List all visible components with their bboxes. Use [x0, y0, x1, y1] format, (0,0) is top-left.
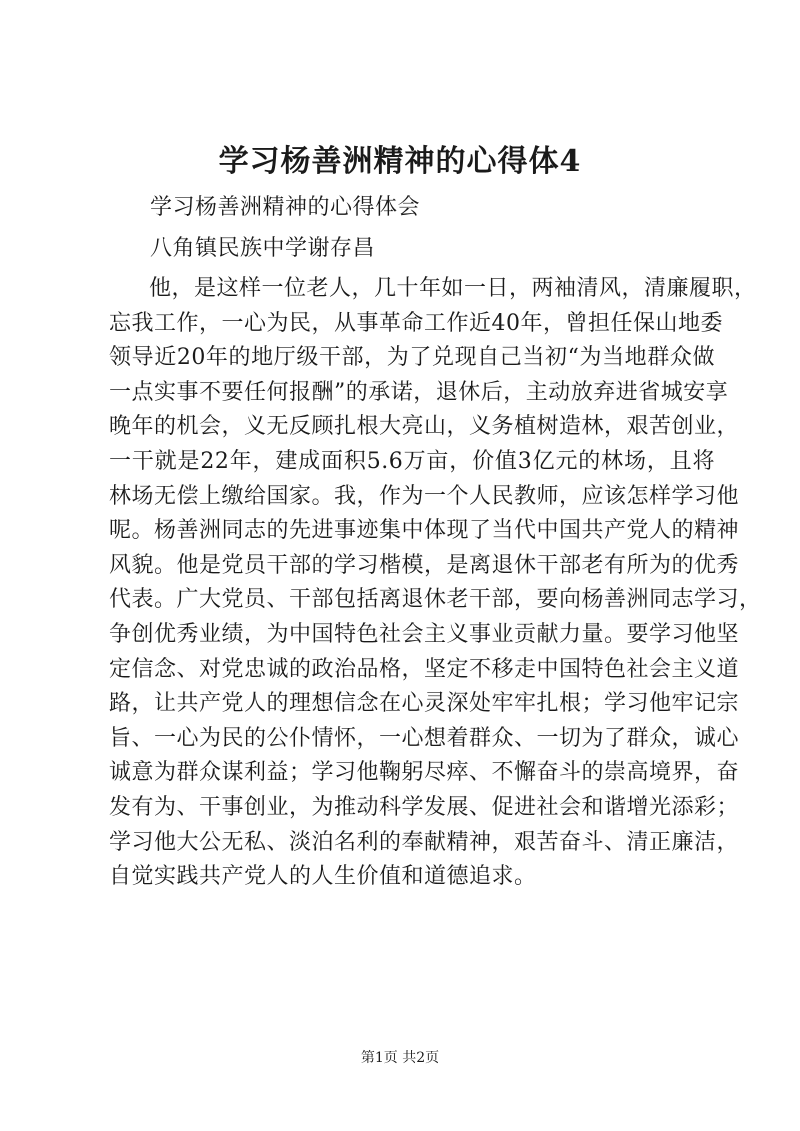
body-line: 一点实事不要任何报酬”的承诺，退休后，主动放弃进省城安享: [109, 379, 729, 405]
body-line: 旨、一心为民的公仆情怀，一心想着群众、一切为了群众，诚心: [109, 725, 740, 751]
body-line: 路，让共产党人的理想信念在心灵深处牢牢扎根；学习他牢记宗: [109, 691, 740, 717]
body-line: 一干就是22年，建成面积5.6万亩，价值3亿元的林场，且将: [109, 448, 715, 474]
body-line: 自觉实践共产党人的人生价值和道德追求。: [109, 864, 537, 890]
page-title: 学习杨善洲精神的心得体4: [218, 144, 582, 179]
body-line: 领导近20年的地厅级干部，为了兑现自己当初“为当地群众做: [109, 345, 715, 371]
body-line: 争创优秀业绩，为中国特色社会主义事业贡献力量。要学习他坚: [109, 621, 740, 647]
body-paragraph: [109, 272, 762, 895]
body-line: 林场无偿上缴给国家。我，作为一个人民教师，应该怎样学习他: [109, 483, 740, 509]
body-line: 学习他大公无私、淡泊名利的奉献精神，艰苦奋斗、清正廉洁，: [109, 829, 740, 855]
body-line: 定信念、对党忠诚的政治品格，坚定不移走中国特色社会主义道: [109, 656, 740, 682]
body-line: 晚年的机会，义无反顾扎根大亮山，义务植树造林，艰苦创业，: [109, 414, 740, 440]
document-author: 八角镇民族中学谢存昌: [150, 236, 376, 261]
body-line: 风貌。他是党员干部的学习楷模，是离退休干部老有所为的优秀: [109, 552, 740, 578]
body-line: 忘我工作，一心为民，从事革命工作近40年，曾担任保山地委: [109, 310, 723, 336]
page-indicator: 第1页 共2页: [360, 1050, 440, 1066]
body-line: 呢。杨善洲同志的先进事迹集中体现了当代中国共产党人的精神: [109, 518, 740, 544]
body-line: 诚意为群众谋利益；学习他鞠躬尽瘁、不懈奋斗的崇高境界，奋: [109, 760, 740, 786]
document-subtitle: 学习杨善洲精神的心得体会: [150, 195, 421, 220]
body-line: 代表。广大党员、干部包括离退休老干部，要向杨善洲同志学习，: [109, 587, 762, 613]
body-line: 发有为、干事创业，为推动科学发展、促进社会和谐增光添彩；: [109, 794, 740, 820]
body-line: 他，是这样一位老人，几十年如一日，两袖清风，清廉履职，: [149, 276, 757, 301]
